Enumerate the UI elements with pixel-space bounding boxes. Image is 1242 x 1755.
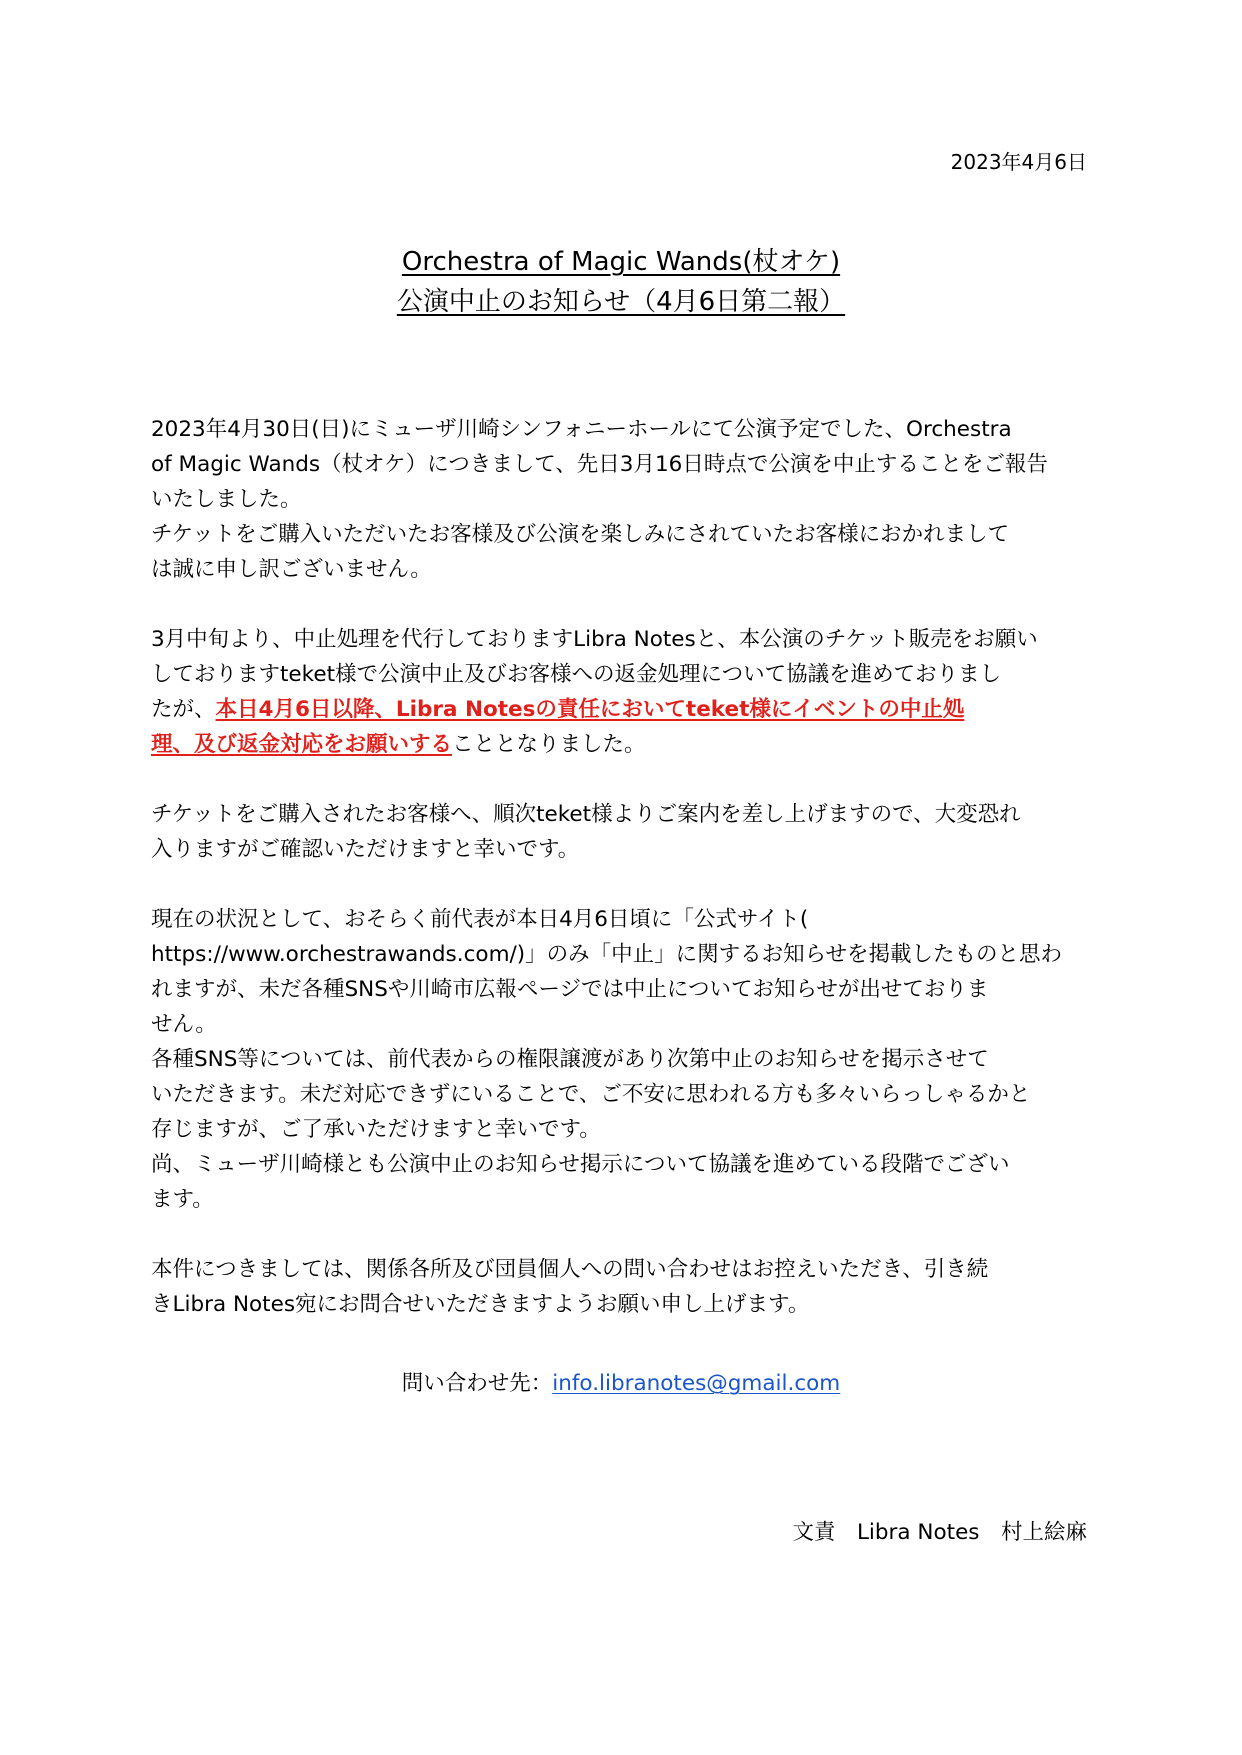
text-line: 3月中旬より、中止処理を代行しておりますLibra Notesと、本公演のチケット販売をお願い: [151, 627, 1038, 652]
signature: 文責 Libra Notes 村上絵麻: [792, 1520, 1087, 1545]
text-line: チケットをご購入されたお客様へ、順次teket様よりご案内を差し上げますので、大変恐れ: [151, 802, 1021, 827]
paragraph-gap: [151, 762, 1096, 797]
text-line: 現在の状況として、おそらく前代表が本日4月6日頃に「公式サイト(: [151, 907, 809, 932]
text-line: 各種SNS等については、前代表からの権限譲渡があり次第中止のお知らせを掲示させて: [151, 1047, 989, 1072]
paragraph-gap: [151, 867, 1096, 902]
paragraph-ticket-holders: [151, 797, 1096, 867]
contact-email-link[interactable]: info.libranotes@gmail.com: [552, 1371, 841, 1396]
document-date: 2023年4月6日: [950, 150, 1087, 174]
text-line: 2023年4月30日(日)にミューザ川崎シンフォニーホールにて公演予定でした、Orchestra: [151, 417, 1012, 442]
paragraph-gap: [151, 1217, 1096, 1252]
text-line: 本件につきましては、関係各所及び団員個人への問い合わせはお控えいただき、引き続: [151, 1257, 989, 1282]
text-line: of Magic Wands（杖オケ）につきまして、先日3月16日時点で公演を中止することをご報告: [151, 452, 1048, 477]
text-line: れますが、未だ各種SNSや川崎市広報ページでは中止についてお知らせが出せておりま: [151, 977, 989, 1002]
text-line: 存じますが、ご了承いただけますと幸いです。: [151, 1117, 601, 1142]
text-segment: たが、: [151, 697, 216, 722]
text-line: チケットをご購入いただいたお客様及び公演を楽しみにされていたお客様におかれまして: [151, 522, 1010, 547]
text-line: ます。: [151, 1187, 214, 1212]
text-line: いただきます。未だ対応できずにいることで、ご不安に思われる方も多々いらっしゃるかと: [151, 1082, 1031, 1107]
contact-line: [0, 1368, 1242, 1400]
text-segment: こととなりました。: [452, 732, 646, 757]
text-line: 入りますがご確認いただけますと幸いです。: [151, 837, 580, 862]
paragraph-current-status: [151, 902, 1096, 1217]
text-line: [151, 692, 1096, 727]
document-body: [151, 412, 1096, 1322]
highlighted-notice: 理、及び返金対応をお願いする: [151, 732, 453, 757]
text-line: 尚、ミューザ川崎様とも公演中止のお知らせ掲示について協議を進めている段階でござい: [151, 1152, 1010, 1177]
highlighted-notice: 本日4月6日以降、Libra Notesの責任においてteket様にイベントの中止処: [215, 697, 965, 722]
text-line: [151, 727, 1096, 762]
text-line: いたしました。: [151, 487, 302, 512]
text-line: しておりますteket様で公演中止及びお客様への返金処理について協議を進めておりまし: [151, 662, 1002, 687]
paragraph-gap: [151, 587, 1096, 622]
document-title: [0, 242, 1242, 322]
text-line: は誠に申し訳ございません。: [151, 557, 432, 582]
paragraph-refund-process: [151, 622, 1096, 762]
paragraph-announcement: [151, 412, 1096, 587]
title-line-2: 公演中止のお知らせ（4月6日第二報）: [396, 287, 846, 317]
text-line: https://www.orchestrawands.com/)」のみ「中止」に関するお知らせを掲載したものと思わ: [151, 942, 1062, 967]
title-line-1: Orchestra of Magic Wands(杖オケ): [401, 247, 841, 277]
text-line: せん。: [151, 1012, 217, 1037]
text-line: きLibra Notes宛にお問合せいただきますようお願い申し上げます。: [151, 1292, 810, 1317]
contact-label: 問い合わせ先：: [401, 1371, 553, 1396]
paragraph-inquiries: [151, 1252, 1096, 1322]
